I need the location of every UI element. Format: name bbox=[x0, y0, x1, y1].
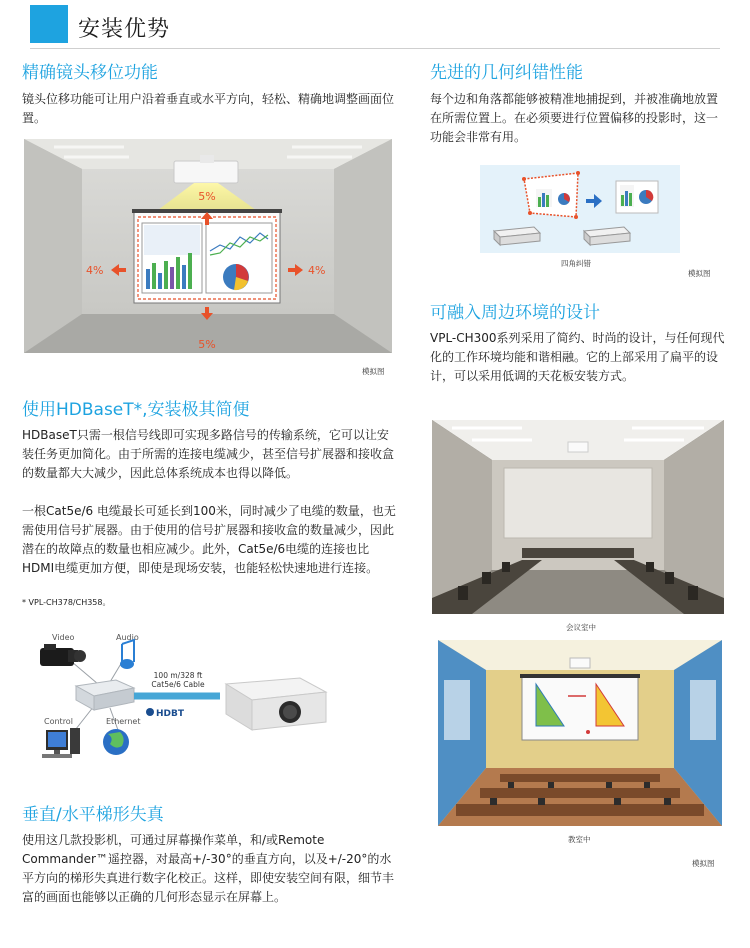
lens-shift-body: 镜头位移功能可让用户沿着垂直或水平方向，轻松、精确地调整画面位置。 bbox=[22, 92, 395, 125]
hdbaset-connection-diagram bbox=[30, 626, 370, 766]
corrected-screen bbox=[616, 181, 658, 213]
section-title-keystone: 垂直/水平梯形失真 bbox=[22, 805, 164, 825]
geometry-body: 每个边和角落都能够被精准地捕捉到，并被准确地放置在所需位置上。在必须要进行位置偏移的投影时，这一功能会非常有用。 bbox=[430, 92, 719, 144]
audio-label: Audio bbox=[116, 633, 139, 642]
section-title-hdbaset: 使用HDBaseT*,安装极其简便 bbox=[22, 400, 250, 420]
section-title-lens-shift: 精确镜头移位功能 bbox=[22, 63, 158, 83]
lens-shift-caption: 模拟图 bbox=[362, 367, 385, 376]
meeting-room-caption: 会议室中 bbox=[566, 623, 596, 632]
lens-shift-bottom-label: 5% bbox=[198, 338, 216, 351]
keystone-body: 使用这几款投影机，可通过屏幕操作菜单，和/或Remote Commander™遥控器，对最高+/-30°的垂直方向，以及+/-20°的水平方向的梯形失真进行数字化校正。这样，即使安装空间有限，细节丰富的画面也能够以正确的几何形态显示在屏幕上。 bbox=[22, 833, 395, 904]
cable-type-label: Cat5e/6 Cable bbox=[151, 680, 205, 689]
globe-icon bbox=[103, 729, 129, 755]
camcorder-icon bbox=[40, 644, 86, 666]
classroom-caption: 教室中 bbox=[568, 835, 591, 844]
four-corner-label: 四角纠错 bbox=[561, 259, 591, 268]
music-note-icon bbox=[120, 640, 134, 669]
computer-icon bbox=[42, 728, 80, 758]
meeting-room-photo bbox=[432, 420, 724, 614]
control-label: Control bbox=[44, 717, 73, 726]
hdbt-logo bbox=[144, 706, 202, 719]
design-simulation-caption: 模拟图 bbox=[692, 859, 715, 868]
header-accent-square bbox=[30, 5, 68, 43]
lens-shift-left-label: 4% bbox=[86, 264, 104, 277]
projector-icon bbox=[226, 678, 326, 730]
section-title-geometry: 先进的几何纠错性能 bbox=[430, 63, 583, 83]
cable-length-label: 100 m/328 ft bbox=[153, 671, 203, 680]
geometry-caption: 模拟图 bbox=[688, 269, 711, 278]
hdbaset-body-1: HDBaseT只需一根信号线即可实现多路信号的传输系统，它可以让安装任务更加简化。由于所需的连接电缆减少，甚至信号扩展器和接收盒的数量都大大减少，因此总体系统成本也得以降低。 bbox=[22, 428, 395, 480]
hdbaset-footnote: * VPL-CH378/CH358。 bbox=[22, 598, 111, 607]
design-body: VPL-CH300系列采用了简约、时尚的设计，与任何现代化的工作环境均能和谐相融。它的上部采用了扁平的设计，可以采用低调的天花板安装方式。 bbox=[430, 331, 725, 383]
header-divider bbox=[30, 48, 720, 49]
receiver-box bbox=[76, 680, 134, 710]
section-title-design: 可融入周边环境的设计 bbox=[430, 303, 600, 323]
hdbt-logo-text: HDBT bbox=[156, 709, 185, 719]
page-title: 安装优势 bbox=[78, 17, 171, 42]
four-corner-correction-diagram bbox=[480, 165, 680, 270]
video-label: Video bbox=[52, 633, 75, 642]
ethernet-label: Ethernet bbox=[106, 717, 141, 726]
lens-shift-top-label: 5% bbox=[198, 190, 216, 203]
hdbaset-body-2: 一根Cat5e/6 电缆最长可延长到100米，同时减少了电缆的数量，也无需使用信号扩展器。由于使用的信号扩展器和接收盒的数量减少，因此潜在的故障点的数量也相应减少。此外，Cat5e/6电缆的连接也比HDMI电缆更加方便，即使是现场安装，也能轻松快速地进行连接。 bbox=[22, 504, 396, 575]
lens-shift-right-label: 4% bbox=[308, 264, 326, 277]
lens-shift-room-illustration bbox=[24, 139, 392, 353]
classroom-photo bbox=[438, 640, 722, 826]
